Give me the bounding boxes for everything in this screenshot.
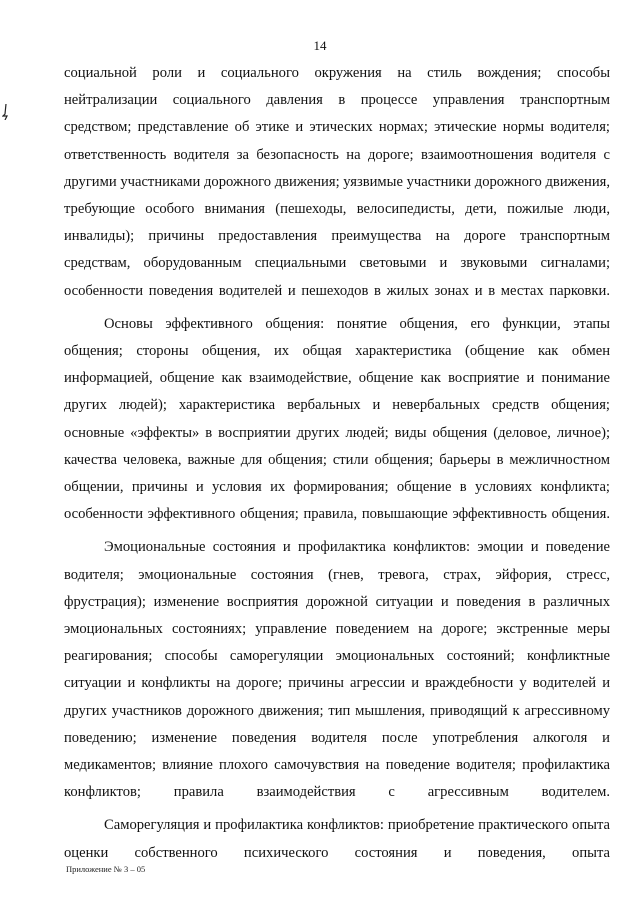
document-body — [64, 60, 610, 873]
page-number: 14 — [313, 38, 327, 53]
paragraph-1: социальной роли и социального окружения на стиль вождения; способы нейтрализации социального давления в процессе управления транспортным средством; представление об этике и этических нормах; этические нормы водителя; ответственность водителя за безопасность на дороге; взаимоотношения водителя с другими участниками дорожного движения; уязвимые участники дорожного движения, требующие особого внимания (пешеходы, велосипедисты, дети, пожилые люди, инвалиды); причины предоставления преимущества на дороге транспортным средствам, оборудованным специальными световыми и звуковыми сигналами; особенности поведения водителей и пешеходов в жилых зонах и в местах парковки. — [64, 65, 610, 299]
paragraph-4: Саморегуляция и профилактика конфликтов: приобретение практического опыта оценки собственного психического состояния и поведения, опыта — [64, 817, 610, 861]
margin-tick-mark — [2, 104, 8, 120]
footer-note: Приложение № 3 – 05 — [66, 864, 146, 874]
paragraph-3: Эмоциональные состояния и профилактика конфликтов: эмоции и поведение водителя; эмоциональные состояния (гнев, тревога, страх, эйфория, стресс, фрустрация); изменение восприятия дорожной ситуации и поведения в различных эмоциональных состояниях; управление поведением на дороге; экстренные меры реагирования; способы саморегуляции эмоциональных состояний; конфликтные ситуации и конфликты на дороге; причины агрессии и враждебности у водителей и других участников дорожного движения; тип мышления, приводящий к агрессивному поведению; изменение поведения водителя после употребления алкоголя и медикаментов; влияние плохого самочувствия на поведение водителя; профилактика конфликтов; правила взаимодействия с агрессивным водителем. — [64, 539, 610, 801]
paragraph-2: Основы эффективного общения: понятие общения, его функции, этапы общения; стороны общения, их общая характеристика (общение как обмен информацией, общение как взаимодействие, общение как восприятие и понимание других людей); характеристика вербальных и невербальных средств общения; основные «эффекты» в восприятии других людей; виды общения (деловое, личное); качества человека, важные для общения; стили общения; барьеры в межличностном общении, причины и условия их формирования; общение в условиях конфликта; особенности эффективного общения; правила, повышающие эффективность общения. — [64, 315, 610, 523]
